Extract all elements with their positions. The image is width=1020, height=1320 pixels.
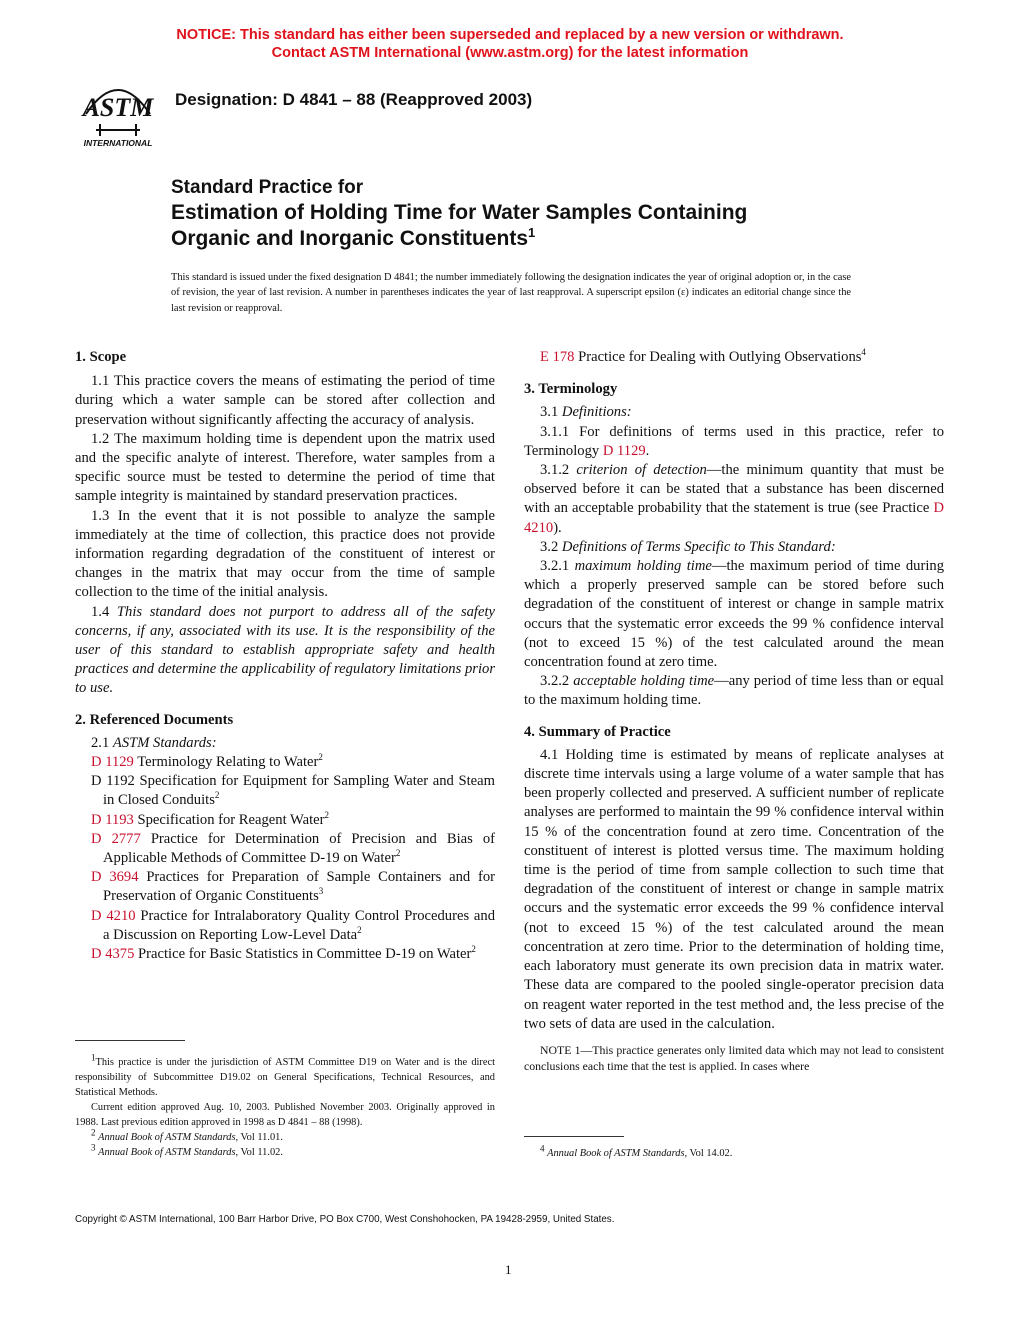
- term-3-1-num: 3.1: [540, 404, 559, 421]
- fn2-vol: , Vol 11.01.: [235, 1132, 283, 1143]
- astm-standards-sub: [75, 734, 495, 753]
- astm-logo: [76, 74, 160, 150]
- ref-fn: 2: [318, 752, 323, 763]
- ref-item: [75, 772, 495, 810]
- footnotes-right: [524, 1143, 944, 1161]
- summary-heading: 4. Summary of Practice: [524, 723, 671, 740]
- footnote-1: [75, 1052, 495, 1100]
- term-3-1-1: [524, 423, 944, 461]
- scope-1-3: 1.3 In the event that it is not possible to analyze the sample immediately at the time of collection, this practice does not provide information regarding degradation of the constituent of interest or changes in the matrix that may occur from the time of sample collection to the time of the initial analysis.: [75, 507, 495, 601]
- ref-item: [75, 811, 495, 830]
- ref-link-d3694[interactable]: D 3694: [91, 869, 139, 886]
- ref-item: [75, 830, 495, 868]
- ref-text: Practice for Dealing with Outlying Observations: [578, 349, 862, 365]
- term-3-1-title: Definitions:: [561, 404, 632, 421]
- fn3-book: Annual Book of ASTM Standards: [98, 1147, 236, 1158]
- fn4-vol: , Vol 14.02.: [684, 1148, 733, 1159]
- copyright: Copyright © ASTM International, 100 Barr Harbor Drive, PO Box C700, West Conshohocken, PA 19428-2959, United States.: [75, 1214, 615, 1225]
- ref-link-d4375[interactable]: D 4375: [91, 946, 135, 963]
- left-column: [75, 348, 495, 964]
- term-3-2-title: Definitions of Terms Specific to This Standard:: [561, 538, 836, 555]
- term-3-2-1: [524, 557, 944, 672]
- fn4-mark: 4: [540, 1143, 545, 1154]
- term-3-1-1-text: 3.1.1 For definitions of terms used in this practice, refer to Terminology: [524, 423, 944, 459]
- astm-standards-num: 2.1: [91, 734, 110, 751]
- term-3-1-2-text: —the minimum quantity that must be observed before it can be stated that a substance has been discerned with an acceptable probability that the statement is true (see Practice: [524, 462, 944, 517]
- ref-item: [75, 753, 495, 772]
- ref-link-d2777[interactable]: D 2777: [91, 830, 141, 847]
- term-3-1-2-num: 3.1.2: [540, 462, 570, 479]
- ref-item: [524, 348, 944, 367]
- ref-text: Specification for Reagent Water: [137, 811, 325, 828]
- right-column: [524, 348, 944, 1074]
- ref-link-d1193[interactable]: D 1193: [91, 811, 134, 828]
- logo-text: ASTM: [82, 93, 154, 122]
- term-3-2-2-term: acceptable holding time: [573, 673, 715, 690]
- astm-standards-title: ASTM Standards:: [112, 734, 217, 751]
- fn1-text: This practice is under the jurisdiction of ASTM Committee D19 on Water and is the direct responsibility of Subcommittee D19.02 on General Specifications, Technical Resources, and Statistical Methods.: [75, 1057, 495, 1098]
- term-3-2-2-num: 3.2.2: [540, 673, 570, 690]
- notice-line-2: Contact ASTM International (www.astm.org) for the latest information: [271, 45, 749, 61]
- ref-text: Specification for Equipment for Sampling Water and Steam in Closed Conduits: [103, 773, 495, 809]
- ref-item: [75, 868, 495, 906]
- ref-item: [75, 945, 495, 964]
- title-footnote-mark: 1: [528, 225, 536, 240]
- referenced-heading: 2. Referenced Documents: [75, 711, 234, 728]
- ref-text: Terminology Relating to Water: [137, 754, 319, 771]
- scope-1-4-text: This standard does not purport to address all of the safety concerns, if any, associated with its use. It is the responsibility of the user of this standard to establish appropriate safety and health practices and determine the applicability of regulatory limitations prior to use.: [75, 603, 495, 697]
- fn3-mark: 3: [91, 1142, 96, 1153]
- fn1-mark: 1: [91, 1052, 96, 1063]
- ref-text: Practice for Intralaboratory Quality Control Procedures and a Discussion on Reporting Low-Level Data: [103, 907, 495, 943]
- notice-line-1: NOTICE: This standard has either been superseded and replaced by a new version or withdrawn.: [176, 27, 844, 43]
- term-3-2-1-term: maximum holding time: [574, 558, 712, 575]
- ref-text: Practice for Determination of Precision and Bias of Applicable Methods of Committee D-19 on Water: [103, 830, 495, 867]
- ref-item: [75, 907, 495, 945]
- term-3-2: [524, 538, 944, 557]
- scope-1-4-num: 1.4: [91, 603, 110, 620]
- title-line-2: Estimation of Holding Time for Water Samples Containing: [171, 201, 748, 224]
- scope-1-1: 1.1 This practice covers the means of estimating the period of time during which a water sample can be stored after collection and preservation without significantly affecting the accuracy of analysis.: [75, 373, 495, 428]
- page-number: 1: [505, 1262, 512, 1277]
- term-3-2-1-text: —the maximum period of time during which a properly preserved sample can be stored before such degradation of the constituent of interest or change in sample matrix occurs that the systematic error exceeds the 99 % confidence interval (not to exceed 15 %) of the test calculated around the mean concentration found at zero time.: [524, 558, 944, 671]
- term-link-d4210[interactable]: D 4210: [524, 500, 944, 536]
- fn4-book: Annual Book of ASTM Standards: [547, 1148, 685, 1159]
- terminology-heading: 3. Terminology: [524, 381, 618, 398]
- term-3-1-2-term: criterion of detection: [576, 462, 707, 479]
- fn2-book: Annual Book of ASTM Standards: [98, 1132, 236, 1143]
- withdrawn-notice: [0, 26, 1020, 62]
- ref-fn: 4: [861, 347, 866, 358]
- logo-subtext: INTERNATIONAL: [83, 138, 153, 148]
- ref-text: Practices for Preparation of Sample Containers and for Preservation of Organic Constituents: [103, 869, 495, 905]
- ref-fn: 2: [395, 848, 401, 859]
- summary-4-1: 4.1 Holding time is estimated by means of replicate analyses at discrete time intervals using a large volume of a water sample that has been properly collected and preserved. A sufficient number of replicate analyses are performed to maintain the 99 % confidence interval within 15 % of the concentration found at zero time. Concentration of the constituent of interest is plotted versus time. The maximum holding time is the period of time from sample collection to such time that degradation of the constituent of interest or change in sample matrix occurs and the systematic error exceeds the 99 % confidence interval (not to exceed 15 %) of the test calculated around the mean concentration at zero time. Prior to the determination of holding time, each laboratory must generate its own precision data in matrix water. These data are compared to the pooled single-operator precision data on reagent water reported in the test method and, the less precise of the two sets of data are used in the calculation.: [524, 746, 944, 1032]
- ref-fn: 2: [357, 925, 362, 936]
- footnote-4: [524, 1143, 944, 1161]
- title-line-3: Organic and Inorganic Constituents: [171, 227, 529, 250]
- fn2-mark: 2: [91, 1127, 96, 1138]
- footnote-3: [75, 1142, 495, 1160]
- ref-text: Practice for Basic Statistics in Committee D-19 on Water: [138, 946, 472, 963]
- ref-code-d1192: D 1192: [91, 773, 135, 790]
- footnotes-left: [75, 1052, 495, 1160]
- title-block: [171, 176, 951, 252]
- scope-1-4: [75, 603, 495, 699]
- term-3-1: [524, 403, 944, 422]
- ref-fn: 3: [318, 886, 324, 897]
- footnote-2: [75, 1127, 495, 1145]
- designation: Designation: D 4841 – 88 (Reapproved 2003): [175, 90, 533, 109]
- fn3-vol: , Vol 11.02.: [235, 1147, 283, 1158]
- footnote-rule-left: [75, 1040, 185, 1041]
- ref-fn: 2: [471, 944, 476, 955]
- ref-link-d4210[interactable]: D 4210: [91, 907, 136, 924]
- term-3-2-2-text: —any period of time less than or equal to the maximum holding time.: [524, 673, 944, 709]
- title-line-1: Standard Practice for: [171, 177, 364, 198]
- term-3-2-2: [524, 672, 944, 710]
- ref-fn: 2: [324, 809, 329, 820]
- term-3-1-2-post: ).: [553, 519, 562, 536]
- note-1: NOTE 1—This practice generates only limited data which may not lead to consistent conclusions each time that the test is applied. In cases where: [524, 1042, 944, 1073]
- ref-fn: 2: [214, 790, 220, 801]
- footnote-rule-right: [524, 1136, 624, 1137]
- footnote-1b: Current edition approved Aug. 10, 2003. Published November 2003. Originally approved in 1988. Last previous edition approved in 1998 as D 4841 – 88 (1998).: [75, 1102, 495, 1128]
- ref-link-e178[interactable]: E 178: [540, 349, 575, 365]
- ref-link-d1129[interactable]: D 1129: [91, 754, 134, 771]
- issued-note: This standard is issued under the fixed designation D 4841; the number immediately following the designation indicates the year of original adoption or, in the case of revision, the year of last revision. A number in parentheses indicates the year of last reapproval. A superscript epsilon (ε) indicates an editorial change since the last revision or reapproval.: [171, 272, 852, 314]
- term-3-2-1-num: 3.2.1: [540, 558, 570, 575]
- term-3-1-1-post: .: [645, 442, 650, 459]
- term-link-d1129[interactable]: D 1129: [602, 442, 646, 459]
- term-3-1-2: [524, 461, 944, 538]
- scope-heading: 1. Scope: [75, 349, 127, 365]
- scope-1-2: 1.2 The maximum holding time is dependent upon the matrix used and the specific analyte of interest. Therefore, water samples from a specific source must be tested to determine the period of time that sample integrity is maintained by standard preservation practices.: [75, 430, 495, 505]
- term-3-2-num: 3.2: [540, 538, 559, 555]
